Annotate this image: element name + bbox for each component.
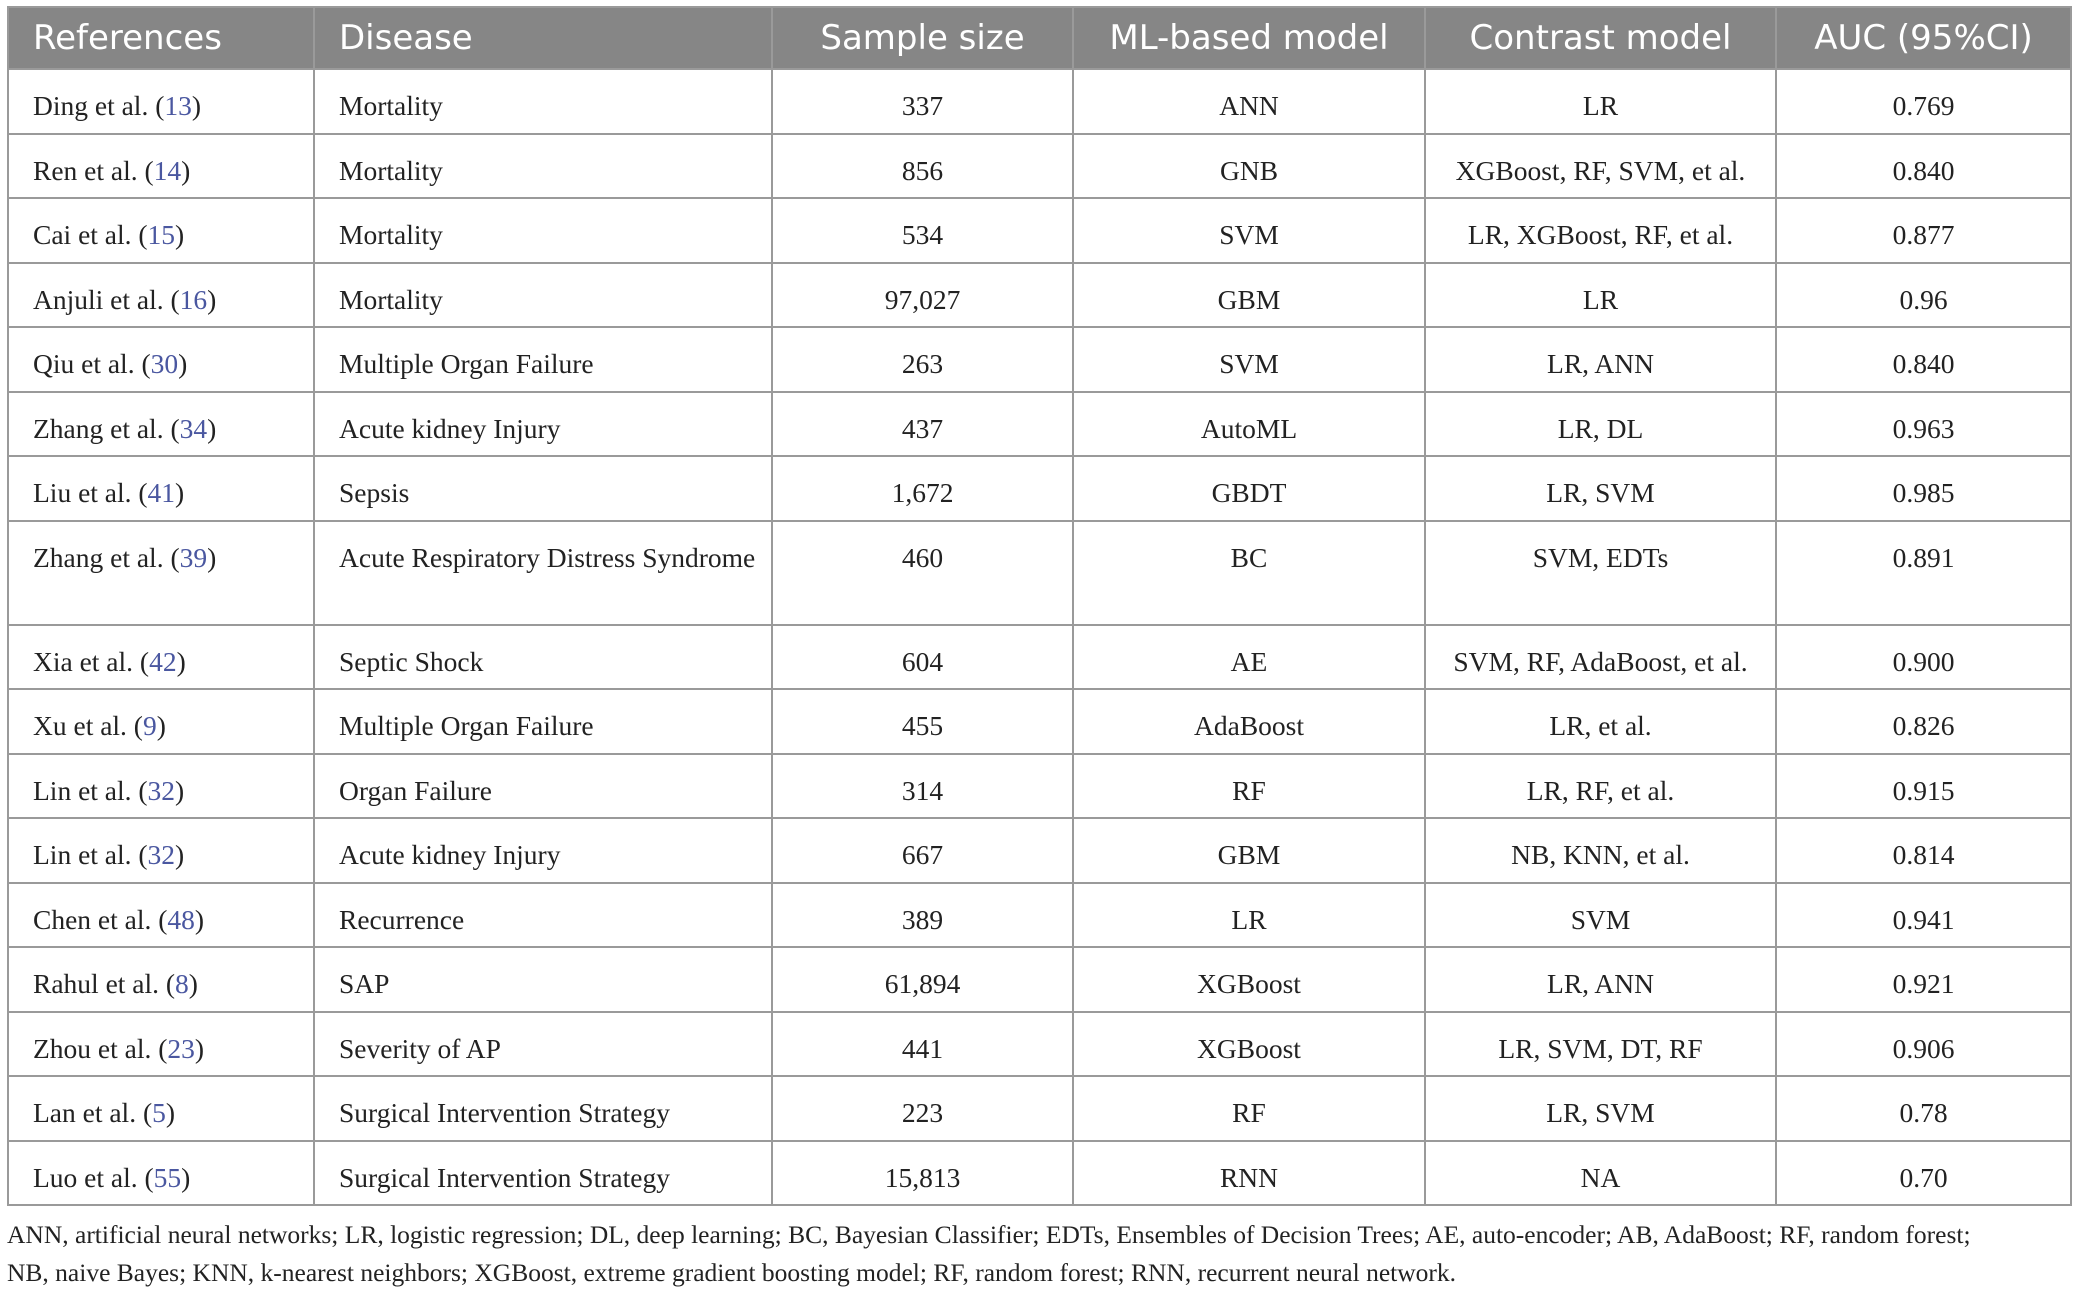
reference-author: Qiu et al. (: [33, 348, 151, 379]
table-row: [8, 134, 2071, 199]
contrast-model-cell: SVM, RF, AdaBoost, et al.: [1425, 625, 1776, 690]
header-auc: AUC (95%CI): [1776, 7, 2071, 69]
auc-cell: 0.921: [1776, 947, 2071, 1012]
reference-link[interactable]: 32: [147, 839, 176, 870]
reference-author: Zhou et al. (: [33, 1032, 168, 1064]
contrast-model-cell: NB, KNN, et al.: [1425, 818, 1776, 883]
header-disease: Disease: [314, 7, 772, 69]
reference-link[interactable]: 13: [164, 90, 192, 121]
disease-cell: Severity of AP: [314, 1012, 772, 1077]
reference-link[interactable]: 55: [153, 1161, 182, 1193]
disease-cell: Acute kidney Injury: [314, 392, 772, 457]
reference-link[interactable]: 5: [152, 1097, 166, 1128]
reference-link[interactable]: 32: [147, 774, 176, 806]
reference-cell: [8, 392, 314, 457]
reference-close: ): [207, 541, 217, 573]
contrast-model-cell: LR, RF, et al.: [1425, 754, 1776, 819]
disease-cell: Recurrence: [314, 883, 772, 948]
header-contrast-model: Contrast model: [1425, 7, 1776, 69]
reference-cell: [8, 456, 314, 521]
reference-cell: [8, 69, 314, 134]
sample-size-cell: 61,894: [772, 947, 1073, 1012]
disease-cell: Mortality: [314, 134, 772, 199]
reference-link[interactable]: 15: [147, 219, 176, 250]
sample-size-cell: 15,813: [772, 1141, 1073, 1206]
table-header: [8, 7, 2071, 69]
ml-model-cell: AdaBoost: [1073, 689, 1425, 754]
sample-size-cell: 314: [772, 754, 1073, 819]
disease-cell: Multiple Organ Failure: [314, 689, 772, 754]
reference-author: Xia et al. (: [33, 645, 150, 677]
reference-cell: [8, 134, 314, 199]
auc-cell: 0.941: [1776, 883, 2071, 948]
ml-model-cell: GBM: [1073, 263, 1425, 328]
ml-model-cell: RNN: [1073, 1141, 1425, 1206]
auc-cell: 0.96: [1776, 263, 2071, 328]
ml-model-cell: BC: [1073, 521, 1425, 625]
table-row: [8, 818, 2071, 883]
reference-close: ): [178, 348, 188, 379]
auc-cell: 0.906: [1776, 1012, 2071, 1077]
disease-cell: Organ Failure: [314, 754, 772, 819]
contrast-model-cell: XGBoost, RF, SVM, et al.: [1425, 134, 1776, 199]
disease-cell: Surgical Intervention Strategy: [314, 1141, 772, 1206]
table-row: [8, 198, 2071, 263]
reference-cell: [8, 818, 314, 883]
reference-author: Anjuli et al. (: [33, 283, 180, 315]
reference-close: ): [207, 412, 217, 444]
reference-close: ): [165, 1097, 176, 1128]
contrast-model-cell: LR, DL: [1425, 392, 1776, 457]
footnote-line-2: NB, naive Bayes; KNN, k-nearest neighbors; XGBoost, extreme gradient boosting model; RF, random forest; RNN, recurrent neural network.: [7, 1258, 1457, 1287]
reference-cell: [8, 1012, 314, 1077]
reference-close: ): [188, 968, 198, 999]
table-row: [8, 1012, 2071, 1077]
header-references: References: [8, 7, 314, 69]
reference-close: ): [175, 477, 185, 508]
reference-author: Lan et al. (: [33, 1097, 153, 1128]
ml-model-cell: SVM: [1073, 198, 1425, 263]
reference-link[interactable]: 48: [167, 903, 195, 935]
ml-model-cell: AutoML: [1073, 392, 1425, 457]
sample-size-cell: 856: [772, 134, 1073, 199]
ml-model-cell: RF: [1073, 754, 1425, 819]
table-row: [8, 456, 2071, 521]
sample-size-cell: 97,027: [772, 263, 1073, 328]
reference-link[interactable]: 34: [179, 412, 208, 444]
reference-author: Liu et al. (: [33, 477, 148, 508]
sample-size-cell: 389: [772, 883, 1073, 948]
reference-link[interactable]: 23: [167, 1032, 195, 1064]
reference-close: ): [207, 283, 217, 315]
ml-model-cell: XGBoost: [1073, 1012, 1425, 1077]
contrast-model-cell: LR, ANN: [1425, 327, 1776, 392]
table-row: [8, 521, 2071, 625]
reference-cell: [8, 625, 314, 690]
disease-cell: Mortality: [314, 263, 772, 328]
auc-cell: 0.70: [1776, 1141, 2071, 1206]
reference-link[interactable]: 42: [149, 645, 177, 677]
table-row: [8, 1141, 2071, 1206]
auc-cell: 0.840: [1776, 327, 2071, 392]
reference-author: Ren et al. (: [33, 154, 154, 186]
disease-cell: Acute kidney Injury: [314, 818, 772, 883]
contrast-model-cell: LR, SVM: [1425, 1076, 1776, 1141]
reference-link[interactable]: 8: [175, 968, 189, 999]
ml-model-cell: RF: [1073, 1076, 1425, 1141]
disease-cell: SAP: [314, 947, 772, 1012]
reference-cell: [8, 689, 314, 754]
reference-close: ): [181, 1161, 191, 1193]
reference-cell: [8, 947, 314, 1012]
auc-cell: 0.814: [1776, 818, 2071, 883]
disease-cell: Mortality: [314, 198, 772, 263]
auc-cell: 0.985: [1776, 456, 2071, 521]
reference-author: Luo et al. (: [33, 1161, 154, 1193]
reference-link[interactable]: 41: [147, 477, 176, 508]
table-row: [8, 263, 2071, 328]
reference-link[interactable]: 16: [179, 283, 208, 315]
reference-cell: [8, 521, 314, 625]
reference-author: Ding et al. (: [33, 90, 165, 121]
reference-link[interactable]: 30: [150, 348, 179, 379]
auc-cell: 0.891: [1776, 521, 2071, 625]
ml-model-cell: GBDT: [1073, 456, 1425, 521]
auc-cell: 0.900: [1776, 625, 2071, 690]
table-row: [8, 625, 2071, 690]
sample-size-cell: 263: [772, 327, 1073, 392]
reference-cell: [8, 263, 314, 328]
disease-cell: Mortality: [314, 69, 772, 134]
ml-model-cell: LR: [1073, 883, 1425, 948]
reference-author: Rahul et al. (: [33, 968, 176, 999]
reference-link[interactable]: 9: [142, 710, 157, 741]
reference-close: ): [191, 90, 202, 121]
auc-cell: 0.769: [1776, 69, 2071, 134]
reference-author: Cai et al. (: [33, 219, 148, 250]
auc-cell: 0.840: [1776, 134, 2071, 199]
header-sample-size: Sample size: [772, 7, 1073, 69]
disease-cell: Sepsis: [314, 456, 772, 521]
sample-size-cell: 667: [772, 818, 1073, 883]
disease-cell: Acute Respiratory Distress Syndrome: [314, 521, 772, 625]
reference-author: Zhang et al. (: [33, 412, 180, 444]
contrast-model-cell: LR: [1425, 69, 1776, 134]
sample-size-cell: 455: [772, 689, 1073, 754]
reference-close: ): [156, 710, 166, 741]
table-row: [8, 689, 2071, 754]
ml-model-cell: ANN: [1073, 69, 1425, 134]
sample-size-cell: 441: [772, 1012, 1073, 1077]
disease-cell: Multiple Organ Failure: [314, 327, 772, 392]
contrast-model-cell: LR, SVM, DT, RF: [1425, 1012, 1776, 1077]
reference-cell: [8, 1141, 314, 1206]
sample-size-cell: 604: [772, 625, 1073, 690]
header-ml-model: ML-based model: [1073, 7, 1425, 69]
auc-cell: 0.826: [1776, 689, 2071, 754]
reference-cell: [8, 198, 314, 263]
table-body: [8, 69, 2071, 1205]
contrast-model-cell: LR, ANN: [1425, 947, 1776, 1012]
sample-size-cell: 223: [772, 1076, 1073, 1141]
reference-author: Xu et al. (: [33, 710, 143, 741]
ml-model-cell: SVM: [1073, 327, 1425, 392]
contrast-model-cell: SVM: [1425, 883, 1776, 948]
reference-cell: [8, 327, 314, 392]
reference-cell: [8, 883, 314, 948]
reference-link[interactable]: 39: [179, 541, 208, 573]
reference-close: ): [194, 1032, 205, 1064]
sample-size-cell: 460: [772, 521, 1073, 625]
reference-close: ): [175, 774, 185, 806]
auc-cell: 0.877: [1776, 198, 2071, 263]
sample-size-cell: 337: [772, 69, 1073, 134]
table-row: [8, 883, 2071, 948]
reference-close: ): [175, 219, 185, 250]
table-row: [8, 1076, 2071, 1141]
reference-close: ): [175, 839, 185, 870]
contrast-model-cell: LR, XGBoost, RF, et al.: [1425, 198, 1776, 263]
reference-link[interactable]: 14: [153, 154, 182, 186]
contrast-model-cell: SVM, EDTs: [1425, 521, 1776, 625]
reference-author: Zhang et al. (: [33, 541, 180, 573]
contrast-model-cell: LR, SVM: [1425, 456, 1776, 521]
sample-size-cell: 437: [772, 392, 1073, 457]
contrast-model-cell: LR: [1425, 263, 1776, 328]
ml-model-cell: GBM: [1073, 818, 1425, 883]
auc-cell: 0.78: [1776, 1076, 2071, 1141]
contrast-model-cell: LR, et al.: [1425, 689, 1776, 754]
disease-cell: Septic Shock: [314, 625, 772, 690]
table-row: [8, 392, 2071, 457]
reference-close: ): [181, 154, 191, 186]
contrast-model-cell: NA: [1425, 1141, 1776, 1206]
disease-cell: Surgical Intervention Strategy: [314, 1076, 772, 1141]
reference-author: Lin et al. (: [33, 774, 148, 806]
reference-author: Lin et al. (: [33, 839, 148, 870]
auc-cell: 0.963: [1776, 392, 2071, 457]
table-footnote: [7, 1216, 2073, 1292]
ml-model-cell: XGBoost: [1073, 947, 1425, 1012]
sample-size-cell: 1,672: [772, 456, 1073, 521]
reference-author: Chen et al. (: [33, 903, 168, 935]
reference-cell: [8, 754, 314, 819]
table-row: [8, 327, 2071, 392]
reference-cell: [8, 1076, 314, 1141]
footnote-line-1: ANN, artificial neural networks; LR, logistic regression; DL, deep learning; BC, Bayesian Classifier; EDTs, Ensembles of Decision Trees; AE, auto-encoder; AB, AdaBoost; RF, random forest;: [7, 1220, 1971, 1249]
header-row: [8, 7, 2071, 69]
ml-model-cell: AE: [1073, 625, 1425, 690]
sample-size-cell: 534: [772, 198, 1073, 263]
reference-close: ): [176, 645, 186, 677]
comparison-table: [7, 6, 2072, 1206]
ml-model-cell: GNB: [1073, 134, 1425, 199]
reference-close: ): [194, 903, 205, 935]
table-row: [8, 754, 2071, 819]
table-row: [8, 947, 2071, 1012]
auc-cell: 0.915: [1776, 754, 2071, 819]
table-row: [8, 69, 2071, 134]
